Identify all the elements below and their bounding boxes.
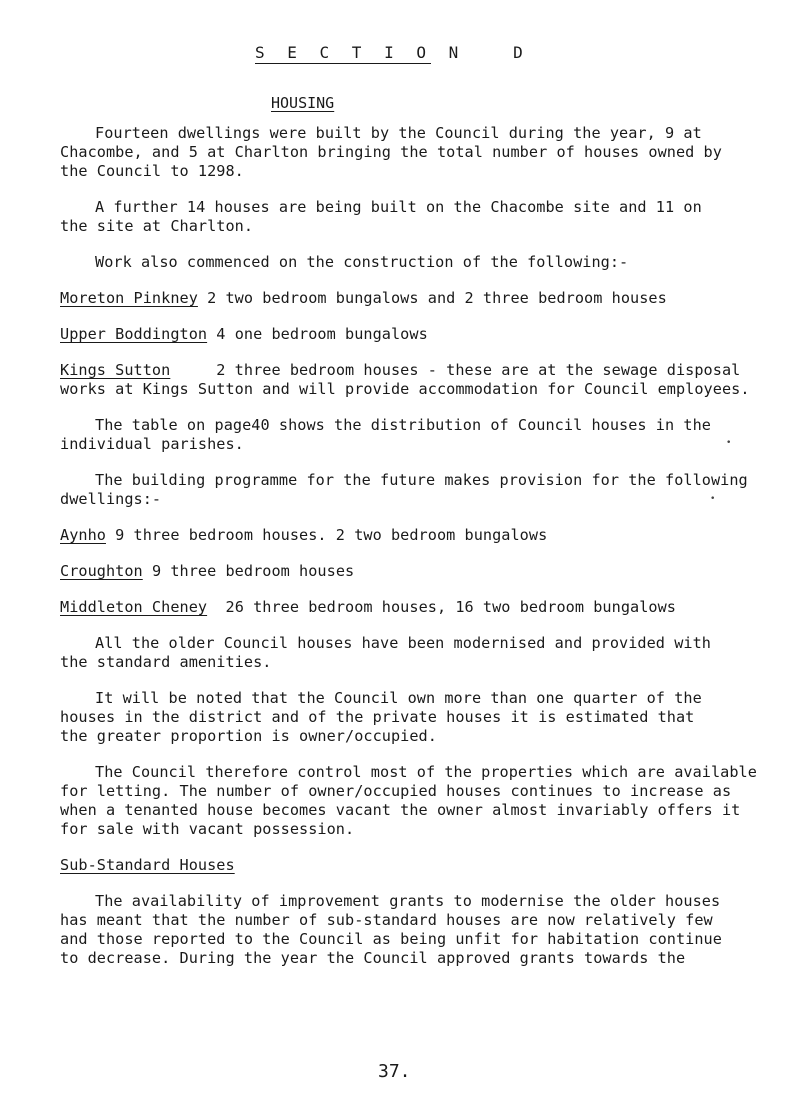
paragraph-line: the site at Charlton. (60, 217, 254, 235)
scan-speck: • (726, 438, 732, 448)
sub-heading: Sub-Standard Houses (60, 856, 235, 874)
paragraph-line: dwellings:- (60, 490, 162, 508)
item-text: 4 one bedroom bungalows (207, 325, 428, 343)
place-name: Upper Boddington (60, 325, 208, 343)
page-heading: HOUSING (271, 94, 335, 112)
paragraph-line: The availability of improvement grants to modernise the older houses (95, 892, 721, 910)
paragraph-line: the Council to 1298. (60, 162, 244, 180)
place-name: Aynho (60, 526, 106, 544)
page-number: 37. (378, 1061, 411, 1082)
list-item-croughton (60, 562, 354, 580)
item-text: 9 three bedroom houses. 2 two bedroom bungalows (105, 526, 548, 544)
list-item-kings-sutton (60, 361, 740, 379)
paragraph-line: the greater proportion is owner/occupied. (60, 727, 437, 745)
paragraph-line: the standard amenities. (60, 653, 272, 671)
paragraph-line: It will be noted that the Council own more than one quarter of the (95, 689, 702, 707)
paragraph-line: individual parishes. (60, 435, 244, 453)
list-item-middleton-cheney (60, 598, 676, 616)
paragraph-line: Work also commenced on the construction of the following:- (95, 253, 629, 271)
place-name: Moreton Pinkney (60, 289, 198, 307)
paragraph-line: works at Kings Sutton and will provide accommodation for Council employees. (60, 380, 750, 398)
paragraph-line: All the older Council houses have been modernised and provided with (95, 634, 711, 652)
paragraph-line: Chacombe, and 5 at Charlton bringing the total number of houses owned by (60, 143, 722, 161)
section-title: S E C T I O N D (255, 43, 530, 62)
paragraph-line: A further 14 houses are being built on the Chacombe site and 11 on (95, 198, 702, 216)
place-name: Middleton Cheney (60, 598, 208, 616)
item-text: 2 three bedroom houses - these are at the sewage disposal (170, 361, 741, 379)
paragraph-line: to decrease. During the year the Council approved grants towards the (60, 949, 686, 967)
paragraph-line: when a tenanted house becomes vacant the owner almost invariably offers it (60, 801, 741, 819)
paragraph-line: for letting. The number of owner/occupied houses continues to increase as (60, 782, 732, 800)
item-text: 9 three bedroom houses (142, 562, 355, 580)
paragraph-line: The Council therefore control most of the properties which are available (95, 763, 757, 781)
paragraph-line: has meant that the number of sub-standard houses are now relatively few (60, 911, 713, 929)
paragraph-line: houses in the district and of the private houses it is estimated that (60, 708, 695, 726)
scan-speck: • (710, 494, 716, 504)
list-item-upper-boddington (60, 325, 428, 343)
paragraph-line: The table on page40 shows the distribution of Council houses in the (95, 416, 711, 434)
paragraph-line: Fourteen dwellings were built by the Council during the year, 9 at (95, 124, 702, 142)
place-name: Kings Sutton (60, 361, 171, 379)
list-item-aynho (60, 526, 547, 544)
paragraph-line: The building programme for the future makes provision for the following (95, 471, 748, 489)
paragraph-line: and those reported to the Council as being unfit for habitation continue (60, 930, 722, 948)
section-title-underline (255, 63, 431, 64)
item-text: 26 three bedroom houses, 16 two bedroom bungalows (207, 598, 676, 616)
paragraph-line: for sale with vacant possession. (60, 820, 355, 838)
place-name: Croughton (60, 562, 143, 580)
item-text: 2 two bedroom bungalows and 2 three bedroom houses (197, 289, 667, 307)
list-item-moreton-pinkney (60, 289, 667, 307)
